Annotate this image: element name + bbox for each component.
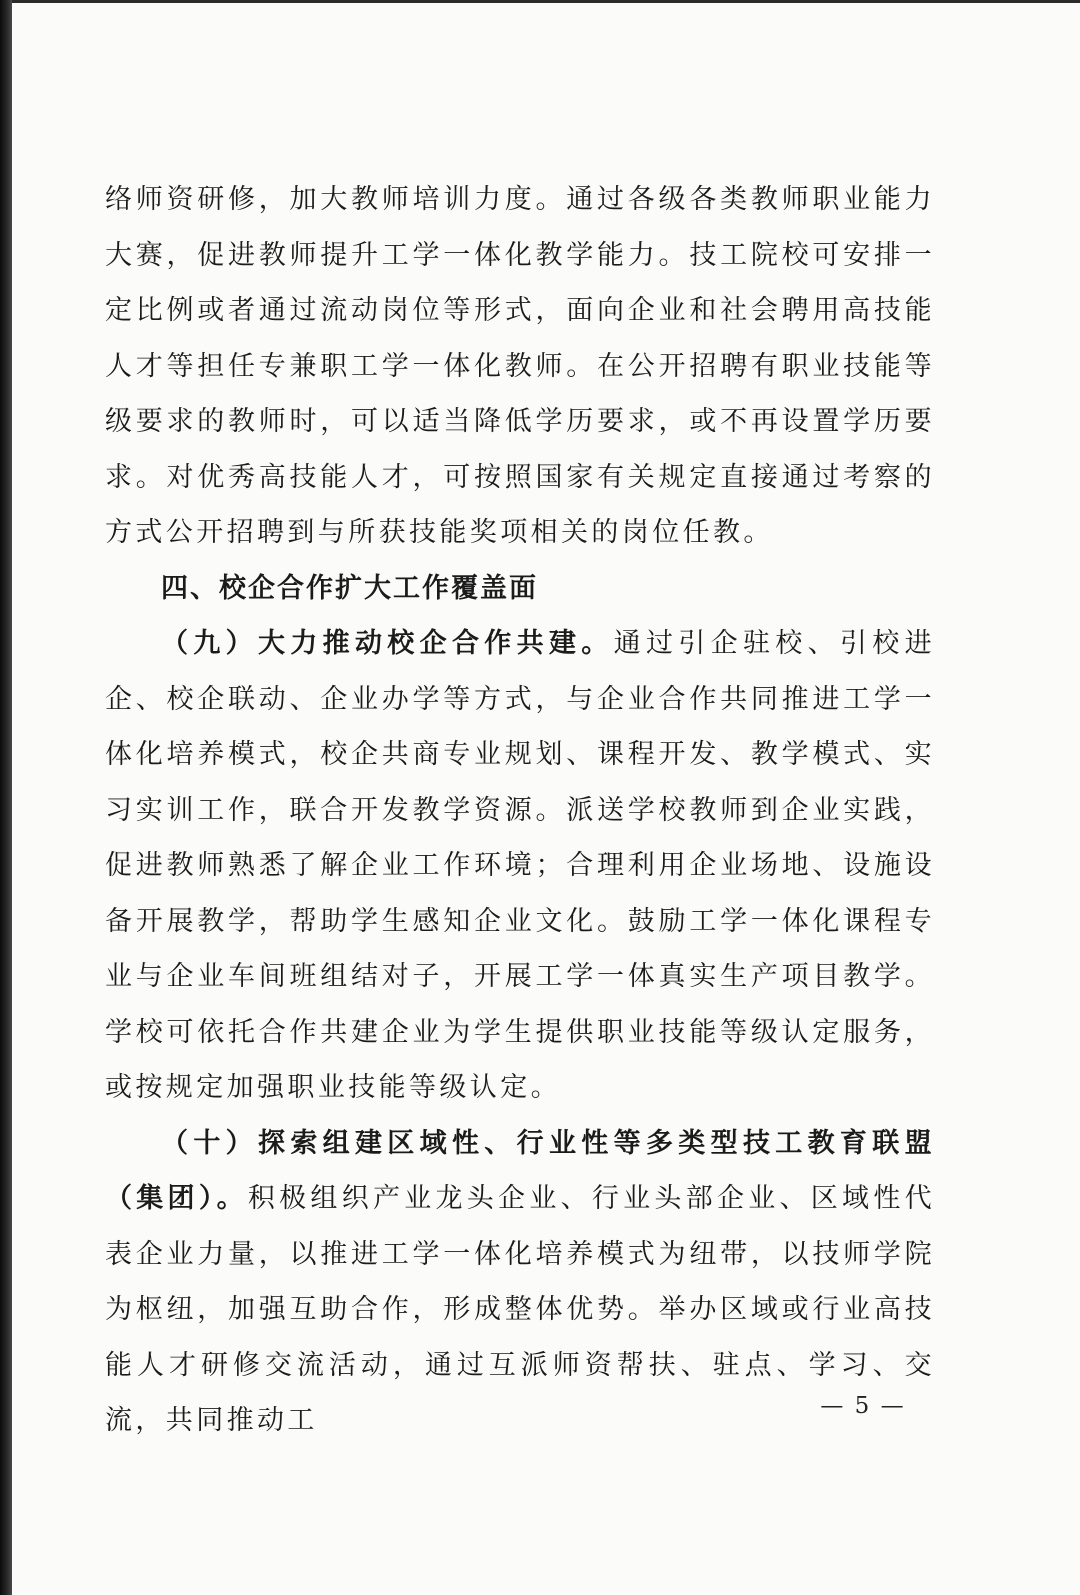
paragraph-item-9 bbox=[105, 616, 935, 1116]
section-heading: 四、校企合作扩大工作覆盖面 bbox=[161, 572, 538, 604]
item-10-title: （十）探索组建区域性、行业性等多类型技工教育联盟（集团）。 bbox=[105, 1127, 935, 1214]
item-10-body: 积极组织产业龙头企业、行业头部企业、区域性代表企业力量，以推进工学一体化培养模式为纽带，以技师学院为枢纽，加强互助合作，形成整体优势。举办区域或行业高技能人才研修交流活动，通过互派师资帮扶、驻点、学习、交流，共同推动工 bbox=[105, 1183, 935, 1436]
page-number: — 5 — bbox=[820, 1393, 906, 1419]
item-9-title: （九）大力推动校企合作共建。 bbox=[161, 628, 614, 659]
item-9-body: 通过引企驻校、引校进企、校企联动、企业办学等方式，与企业合作共同推进工学一体化培养模式，校企共商专业规划、课程开发、教学模式、实习实训工作，联合开发教学资源。派送学校教师到企业实践，促进教师熟悉了解企业工作环境；合理利用企业场地、设施设备开展教学，帮助学生感知企业文化。鼓励工学一体化课程专业与企业车间班组结对子，开展工学一体真实生产项目教学。学校可依托合作共建企业为学生提供职业技能等级认定服务，或按规定加强职业技能等级认定。 bbox=[105, 628, 935, 1103]
document-body bbox=[105, 172, 935, 1449]
scan-left-edge bbox=[0, 0, 12, 1595]
paragraph-intro: 络师资研修，加大教师培训力度。通过各级各类教师职业能力大赛，促进教师提升工学一体化教学能力。技工院校可安排一定比例或者通过流动岗位等形式，面向企业和社会聘用高技能人才等担任专兼职工学一体化教师。在公开招聘有职业技能等级要求的教师时，可以适当降低学历要求，或不再设置学历要求。对优秀高技能人才，可按照国家有关规定直接通过考察的方式公开招聘到与所获技能奖项相关的岗位任教。 bbox=[105, 184, 935, 548]
document-page bbox=[12, 3, 1080, 1595]
